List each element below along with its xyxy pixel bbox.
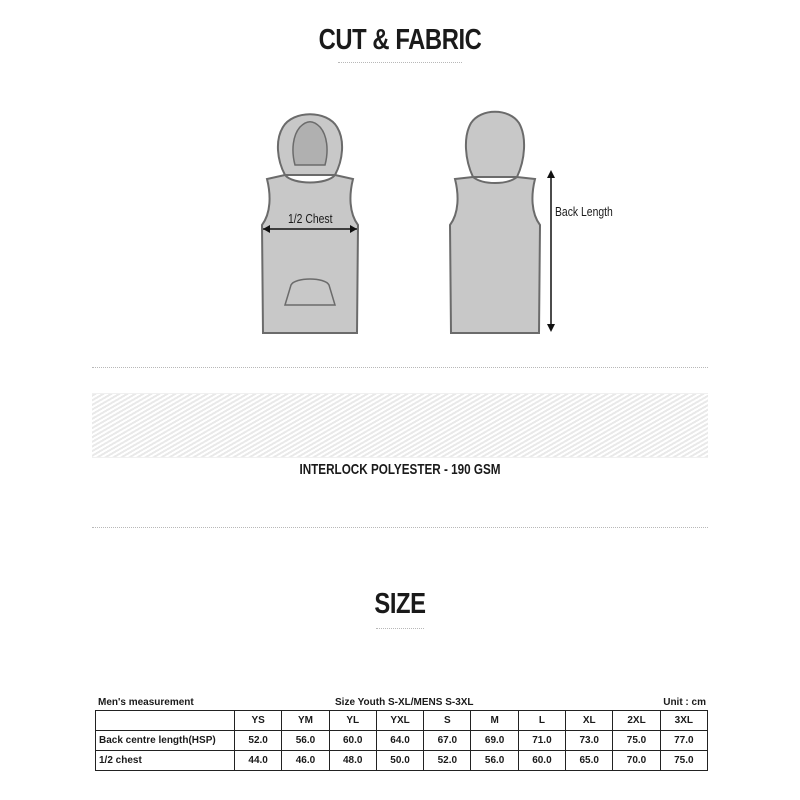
- table-cell: 73.0: [566, 731, 613, 751]
- size-title-underline: [376, 628, 424, 629]
- size-col-header: XL: [566, 711, 613, 731]
- size-col-header: YL: [329, 711, 376, 731]
- row-label: Back centre length(HSP): [96, 731, 235, 751]
- table-cell: 77.0: [660, 731, 707, 751]
- table-cell: 56.0: [471, 751, 518, 771]
- table-cell: 52.0: [235, 731, 282, 751]
- back-length-label: Back Length: [555, 204, 613, 219]
- table-cell: 44.0: [235, 751, 282, 771]
- table-cell: 71.0: [518, 731, 565, 751]
- table-cell: 75.0: [660, 751, 707, 771]
- table-row: [96, 751, 708, 771]
- fabric-label: INTERLOCK POLYESTER - 190 GSM: [299, 461, 501, 478]
- size-col-header: YM: [282, 711, 329, 731]
- cut-fabric-title: CUT & FABRIC: [318, 24, 482, 56]
- table-cell: 50.0: [376, 751, 423, 771]
- table-cell: 56.0: [282, 731, 329, 751]
- table-title-left: Men's measurement: [98, 697, 194, 708]
- fabric-swatch: [92, 393, 708, 458]
- table-cell: 67.0: [424, 731, 471, 751]
- back-garment-illustration: [445, 105, 545, 340]
- table-title-center: Size Youth S-XL/MENS S-3XL: [335, 697, 474, 708]
- size-col-header: S: [424, 711, 471, 731]
- table-cell: 75.0: [613, 731, 660, 751]
- table-cell: 60.0: [329, 731, 376, 751]
- size-col-header: 2XL: [613, 711, 660, 731]
- size-col-header: YS: [235, 711, 282, 731]
- divider-2: [92, 527, 708, 528]
- size-table: [95, 710, 708, 771]
- table-cell: 65.0: [566, 751, 613, 771]
- title-underline: [338, 62, 462, 63]
- size-col-header: 3XL: [660, 711, 707, 731]
- size-col-header: M: [471, 711, 518, 731]
- size-header-row: [96, 711, 708, 731]
- size-col-header: L: [518, 711, 565, 731]
- row-label: 1/2 chest: [96, 751, 235, 771]
- table-row: [96, 731, 708, 751]
- size-col-header: YXL: [376, 711, 423, 731]
- divider-1: [92, 367, 708, 368]
- table-cell: 70.0: [613, 751, 660, 771]
- half-chest-label: 1/2 Chest: [288, 211, 333, 226]
- header-blank-cell: [96, 711, 235, 731]
- back-length-arrow: [544, 170, 558, 332]
- table-cell: 60.0: [518, 751, 565, 771]
- table-cell: 46.0: [282, 751, 329, 771]
- size-title: SIZE: [374, 588, 426, 620]
- table-cell: 52.0: [424, 751, 471, 771]
- table-cell: 64.0: [376, 731, 423, 751]
- table-cell: 48.0: [329, 751, 376, 771]
- table-cell: 69.0: [471, 731, 518, 751]
- table-title-right: Unit : cm: [663, 697, 706, 708]
